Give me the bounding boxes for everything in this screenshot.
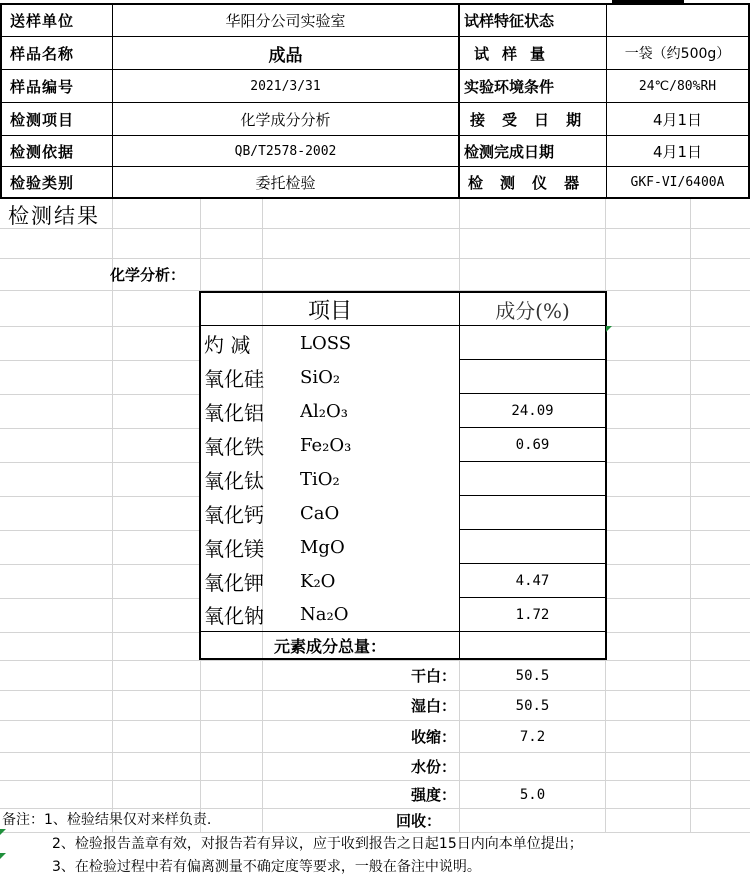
phys-value: 50.5 (515, 697, 550, 714)
item-value (460, 360, 605, 394)
item-formula: Na₂O (300, 604, 349, 625)
cell-comment-marker (0, 853, 6, 859)
item-formula: SiO₂ (300, 366, 341, 388)
item-name: 氧化铝 (204, 400, 264, 425)
note-line-1: 备注：1、检验结果仅对来样负责. (2, 812, 212, 828)
label-sample-amount: 试 样 量 (474, 44, 548, 63)
value-environment: 24℃/80%RH (638, 78, 717, 94)
item-value: 24.09 (511, 403, 554, 419)
label-receive-date: 接 受 日 期 (470, 110, 586, 129)
item-name: 灼 减 (204, 332, 251, 357)
note-line-3: 3、在检验过程中若有偏离测量不确定度等要求，一般在备注中说明。 (52, 859, 481, 875)
phys-value: 7.2 (519, 728, 546, 745)
value-complete-date: 4月1日 (652, 142, 703, 161)
cell-comment-marker (606, 326, 612, 332)
note-line-2: 2、检验报告盖章有效，对报告若有异议，应于收到报告之日起15日内向本单位提出； (52, 836, 583, 852)
item-name: 氧化硅 (204, 366, 264, 391)
phys-label: 湿白： (410, 697, 456, 715)
value-test-item: 化学成分分析 (240, 110, 331, 129)
phys-value (460, 808, 605, 832)
item-formula: MgO (300, 536, 345, 558)
results-title: 检测结果 (8, 204, 100, 228)
item-name: 氧化钙 (204, 502, 264, 527)
item-value: 0.69 (515, 437, 550, 453)
item-formula: TiO₂ (300, 468, 340, 490)
item-formula: Al₂O₃ (300, 400, 348, 422)
label-sample-name: 样品名称 (10, 44, 75, 63)
value-sample-amount: 一袋（约500g） (624, 46, 731, 62)
phys-value: 50.5 (515, 667, 550, 684)
item-formula: CaO (300, 502, 340, 524)
value-receive-date: 4月1日 (652, 110, 703, 129)
label-sample-state: 试样特征状态 (464, 12, 555, 30)
label-test-type: 检验类别 (10, 173, 75, 192)
chem-analysis-title: 化学分析： (110, 265, 186, 284)
phys-label: 干白： (410, 667, 456, 685)
item-formula: K₂O (300, 570, 336, 592)
item-name: 氧化镁 (204, 536, 264, 561)
value-sample-no: 2021/3/31 (250, 78, 321, 94)
item-formula: LOSS (300, 332, 352, 354)
item-name: 氧化铁 (204, 434, 264, 459)
item-value (460, 496, 605, 530)
label-test-item: 检测项目 (10, 110, 75, 129)
value-sample-state (607, 5, 748, 36)
col-header-value: 成分(%) (495, 298, 570, 323)
phys-label: 强度： (410, 786, 456, 804)
label-environment: 实验环境条件 (464, 77, 555, 96)
label-instrument: 检 测 仪 器 (468, 173, 584, 192)
phys-value (460, 753, 605, 780)
total-label: 元素成分总量： (273, 637, 386, 656)
phys-value: 5.0 (519, 786, 546, 803)
item-value: 1.72 (515, 606, 550, 623)
value-sample-name: 成品 (268, 45, 303, 66)
item-value (460, 326, 605, 360)
label-test-basis: 检测依据 (10, 142, 75, 161)
item-formula: Fe₂O₃ (300, 434, 352, 456)
label-complete-date: 检测完成日期 (464, 142, 555, 161)
cell-comment-marker (0, 829, 6, 835)
item-name: 氧化钠 (204, 604, 264, 628)
value-instrument: GKF-VI/6400A (630, 174, 725, 190)
value-test-basis: QB/T2578-2002 (234, 143, 337, 159)
label-sample-no: 样品编号 (10, 77, 75, 96)
col-header-item: 项目 (307, 298, 352, 324)
phys-label: 回收： (396, 811, 442, 830)
phys-label: 收缩： (410, 728, 456, 746)
item-name: 氧化钾 (204, 570, 264, 595)
item-value (460, 530, 605, 564)
item-value (460, 462, 605, 496)
item-value: 4.47 (515, 573, 550, 589)
value-test-type: 委托检验 (255, 173, 316, 192)
item-name: 氧化钛 (204, 468, 264, 493)
phys-label: 水份： (410, 758, 456, 776)
value-sender: 华阳分公司实验室 (225, 12, 346, 30)
label-sender: 送样单位 (10, 12, 75, 30)
